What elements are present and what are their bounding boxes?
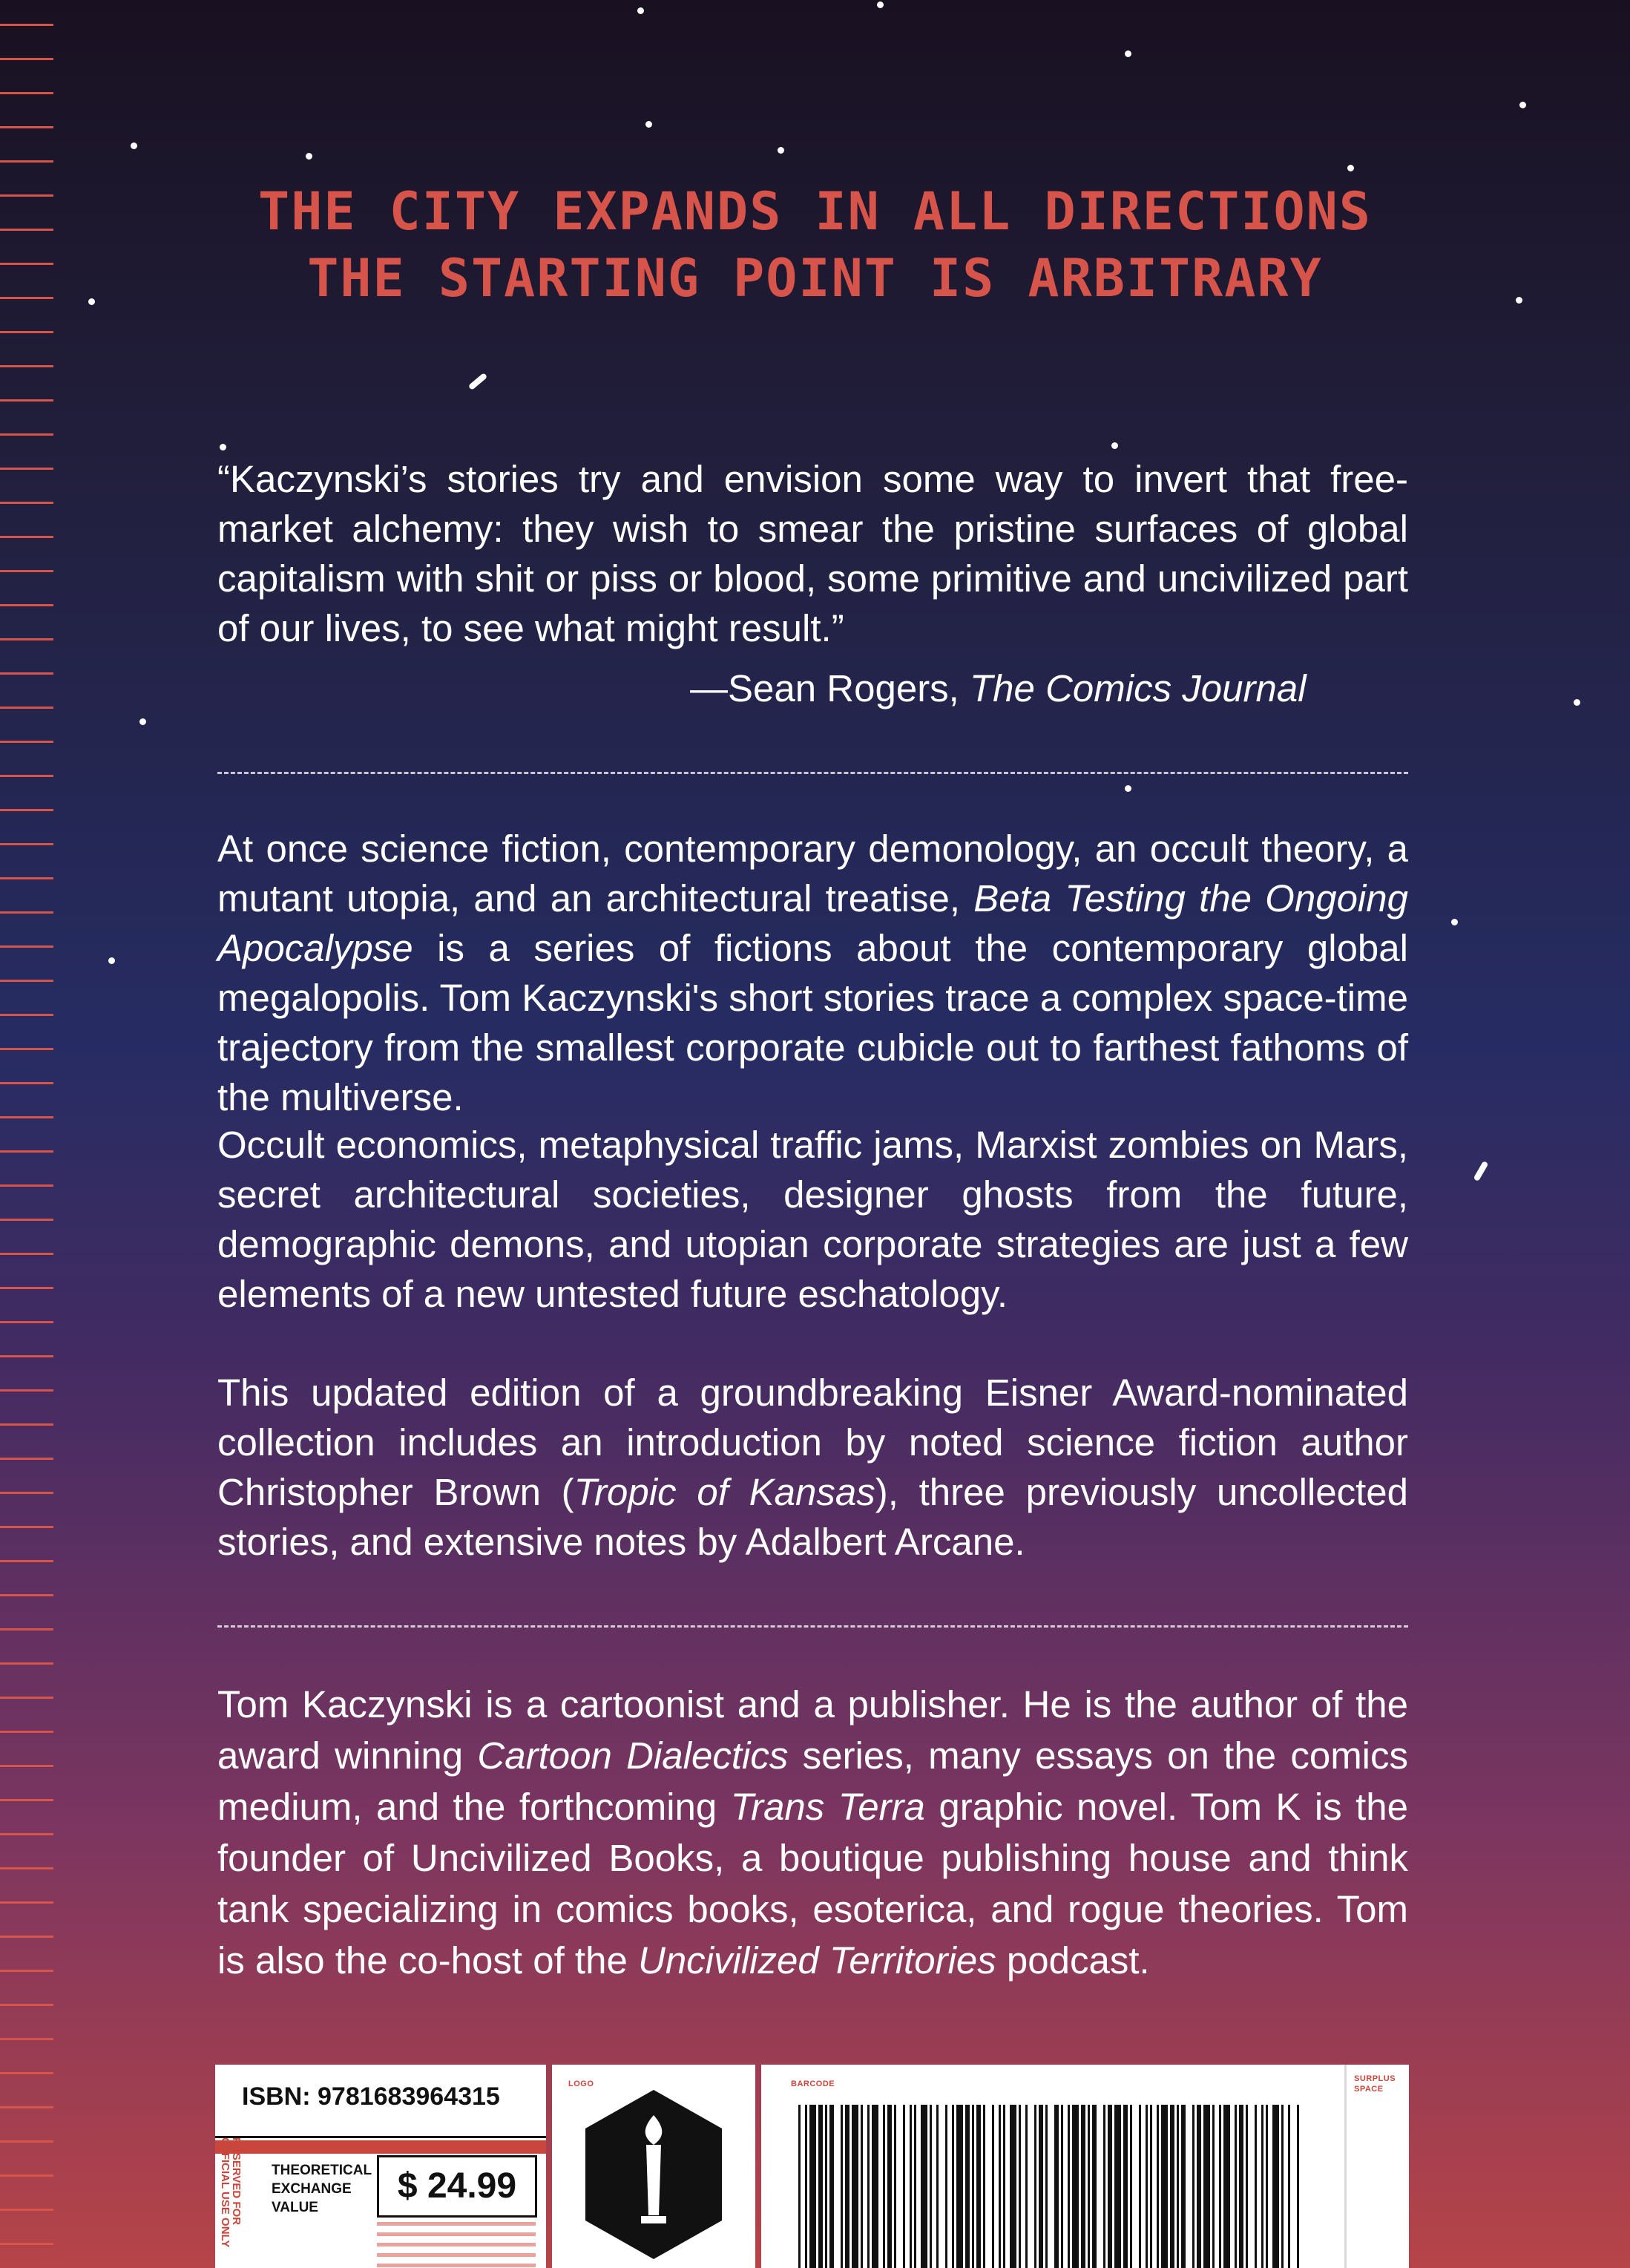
ruler-tick — [0, 1355, 53, 1357]
barcode-bar — [1261, 2105, 1263, 2268]
ruler-tick — [0, 877, 53, 879]
ruler-tick — [0, 1731, 53, 1733]
ruler-tick — [0, 1423, 53, 1426]
barcode-bar — [1235, 2105, 1237, 2268]
barcode-bar — [1212, 2105, 1215, 2268]
ruler-tick — [0, 1150, 53, 1153]
barcode-bar — [1197, 2105, 1201, 2268]
ruler-tick — [0, 1662, 53, 1665]
barcode-bar — [921, 2105, 927, 2268]
barcode-bar — [1150, 2105, 1152, 2268]
divider — [217, 772, 1408, 774]
value-label: THEORETICAL EXCHANGE VALUE — [272, 2163, 372, 2215]
star — [88, 298, 95, 305]
ruler-tick — [0, 58, 53, 60]
barcode-bar — [1177, 2105, 1179, 2268]
barcode-bar — [841, 2105, 843, 2268]
barcode-bar — [829, 2105, 834, 2268]
barcode-bar — [1088, 2105, 1090, 2268]
barcode-bar — [1272, 2105, 1279, 2268]
barcode-bar — [956, 2105, 963, 2268]
shooting-star — [468, 373, 488, 390]
price-tag: $ 24.99 — [377, 2155, 537, 2218]
ruler-tick — [0, 1321, 53, 1323]
barcode-bar — [1003, 2105, 1005, 2268]
surplus-label: SURPLUS SPACE — [1354, 2074, 1396, 2094]
headline-line-1: THE CITY EXPANDS IN ALL DIRECTIONS — [258, 181, 1372, 242]
description-text: is a series of fictions about the contemporary global megalopolis. Tom Kaczynski's short stories trace a complex space-time trajectory from the smallest corporate cubicle out to farthest fathoms of the multiverse. — [217, 927, 1408, 1118]
ruler-tick — [0, 2209, 53, 2211]
ruler-tick — [0, 229, 53, 231]
ruler-tick — [0, 1184, 53, 1187]
ruler-tick — [0, 741, 53, 743]
ruler-tick — [0, 2106, 53, 2108]
ruler-tick — [0, 1048, 53, 1050]
description-paragraph-3 — [217, 1368, 1408, 1567]
barcode-bar — [910, 2105, 912, 2268]
star — [139, 718, 146, 725]
barcode-bar — [1297, 2105, 1299, 2268]
barcode-label: BARCODE — [791, 2079, 835, 2088]
ruler-tick — [0, 707, 53, 709]
barcode-bar — [845, 2105, 849, 2268]
ruler-tick — [0, 263, 53, 265]
divider — [215, 2136, 546, 2138]
description-text: This updated edition of a groundbreaking Eisner Award-nominated collection includes an introduction by noted science fiction author Christopher Brown ( — [217, 1371, 1408, 1513]
star — [108, 957, 115, 964]
ruler-tick — [0, 1833, 53, 1835]
bio-title: Cartoon Dialectics — [477, 1734, 789, 1777]
ruler-tick — [0, 1697, 53, 1699]
barcode — [798, 2105, 1303, 2268]
barcode-bar — [1068, 2105, 1070, 2268]
ruler-tick — [0, 92, 53, 94]
ruler-tick — [0, 502, 53, 504]
barcode-bar — [965, 2105, 970, 2268]
ruler-tick — [0, 399, 53, 402]
ruler-tick — [0, 1389, 53, 1392]
barcode-bar — [914, 2105, 916, 2268]
attribution-name: —Sean Rogers, — [690, 667, 970, 709]
fantagraphics-logo-icon — [576, 2085, 732, 2264]
barcode-bar — [1157, 2105, 1159, 2268]
ruler-tick — [0, 331, 53, 333]
attribution-source: The Comics Journal — [970, 667, 1307, 709]
bio-text: series, many essays on the comics medium, and the forthcoming — [217, 1734, 1409, 1828]
ruler-tick — [0, 433, 53, 436]
ruler-tick — [0, 775, 53, 777]
ruler-tick — [0, 1492, 53, 1494]
ruler-tick — [0, 1765, 53, 1767]
logo-panel — [552, 2065, 755, 2268]
ruler-tick — [0, 365, 53, 367]
bio-text: graphic novel. Tom K is the founder of Uncivilized Books, a boutique publishing house and think tank specializing in comics books, esoterica, and rogue theories. Tom is also the co-host of the — [217, 1786, 1409, 1982]
ruler-tick — [0, 1458, 53, 1460]
ruler-tick — [0, 1014, 53, 1016]
barcode-bar — [1192, 2105, 1194, 2268]
description-paragraph-1 — [217, 824, 1408, 1122]
ruler-tick — [0, 1594, 53, 1596]
barcode-bar — [1103, 2105, 1105, 2268]
ruler-tick — [0, 1936, 53, 1938]
barcode-bar — [861, 2105, 863, 2268]
star — [1451, 919, 1458, 925]
surplus-panel — [1344, 2065, 1409, 2268]
barcode-bar — [930, 2105, 932, 2268]
barcode-bar — [894, 2105, 896, 2268]
barcode-bar — [983, 2105, 985, 2268]
star — [131, 142, 137, 149]
star — [1347, 165, 1354, 171]
ruler-tick — [0, 1901, 53, 1904]
ruler-tick — [0, 980, 53, 982]
ruler-tick — [0, 194, 53, 197]
barcode-bar — [952, 2105, 954, 2268]
barcode-bar — [1181, 2105, 1186, 2268]
shooting-star — [1473, 1161, 1489, 1181]
ruler-tick — [0, 24, 53, 26]
barcode-bar — [999, 2105, 1001, 2268]
ruler-tick — [0, 2140, 53, 2143]
ruler-tick — [0, 1799, 53, 1801]
ruler-tick — [0, 570, 53, 572]
red-band — [215, 2140, 546, 2154]
author-bio — [217, 1679, 1408, 1986]
barcode-bar — [872, 2105, 878, 2268]
barcode-bar — [809, 2105, 816, 2268]
barcode-bar — [1081, 2105, 1085, 2268]
barcode-bar — [1130, 2105, 1132, 2268]
divider — [217, 1625, 1408, 1628]
barcode-bar — [1246, 2105, 1248, 2268]
barcode-bar — [883, 2105, 885, 2268]
ruler-tick — [0, 1287, 53, 1289]
ruler-tick — [0, 2004, 53, 2006]
book-title: Beta Testing the Ongoing Apocalypse — [217, 877, 1408, 969]
barcode-bar — [867, 2105, 870, 2268]
barcode-bar — [825, 2105, 827, 2268]
wavy-pattern — [377, 2222, 536, 2268]
barcode-bar — [1123, 2105, 1128, 2268]
ruler-tick — [0, 468, 53, 470]
barcode-bar — [1239, 2105, 1243, 2268]
ruler-tick — [0, 911, 53, 914]
barcode-bar — [1161, 2105, 1168, 2268]
bio-title: Trans Terra — [730, 1786, 925, 1828]
bio-text: Tom Kaczynski is a cartoonist and a publisher. He is the author of the award winning — [217, 1683, 1408, 1777]
barcode-bar — [1170, 2105, 1174, 2268]
isbn-number: ISBN: 9781683964315 — [242, 2082, 500, 2111]
barcode-bar — [1146, 2105, 1148, 2268]
barcode-bar — [1092, 2105, 1097, 2268]
ruler-tick — [0, 2038, 53, 2040]
barcode-bar — [945, 2105, 947, 2268]
ruler-tick — [0, 536, 53, 538]
ruler-tick — [0, 1867, 53, 1869]
barcode-bar — [1045, 2105, 1048, 2268]
barcode-bar — [1108, 2105, 1112, 2268]
barcode-bar — [1255, 2105, 1257, 2268]
barcode-bar — [992, 2105, 994, 2268]
star — [1125, 50, 1131, 57]
barcode-bar — [1281, 2105, 1284, 2268]
ruler-tick — [0, 2072, 53, 2074]
barcode-bar — [936, 2105, 939, 2268]
barcode-bar — [1072, 2105, 1079, 2268]
barcode-bar — [1010, 2105, 1016, 2268]
barcode-bar — [972, 2105, 974, 2268]
ruler-tick — [0, 604, 53, 606]
left-ruler-ticks — [0, 0, 59, 2268]
ruler-tick — [0, 2174, 53, 2177]
star — [877, 1, 884, 8]
barcode-bar — [852, 2105, 858, 2268]
reserved-label: RESERVED FOR OFFICIAL USE ONLY — [219, 2137, 243, 2248]
description-text: At once science fiction, contemporary demonology, an occult theory, a mutant utopia, and an architectural treatise, — [217, 827, 1408, 920]
description-text: ), three previously uncollected stories, and extensive notes by Adalbert Arcane. — [217, 1471, 1409, 1563]
star — [1125, 785, 1131, 792]
barcode-bar — [1025, 2105, 1028, 2268]
ruler-tick — [0, 638, 53, 640]
quote-attribution — [690, 663, 1307, 713]
barcode-bar — [1223, 2105, 1230, 2268]
ruler-tick — [0, 1526, 53, 1528]
ruler-tick — [0, 945, 53, 948]
ruler-tick — [0, 1219, 53, 1221]
barcode-bar — [1034, 2105, 1036, 2268]
barcode-bar — [887, 2105, 892, 2268]
star — [1111, 442, 1118, 449]
barcode-bar — [1114, 2105, 1121, 2268]
star — [220, 444, 226, 450]
ruler-tick — [0, 2243, 53, 2245]
barcode-bar — [903, 2105, 905, 2268]
description-paragraph-2: Occult economics, metaphysical traffic jams, Marxist zombies on Mars, secret architectural societies, designer ghosts from the future, demographic demons, and utopian corporate strategies are just a few elements of a new untested future eschatology. — [217, 1124, 1408, 1315]
star — [1516, 297, 1522, 304]
barcode-bar — [805, 2105, 807, 2268]
star — [1574, 699, 1580, 706]
barcode-bar — [976, 2105, 981, 2268]
headline — [148, 178, 1482, 312]
barcode-bar — [1288, 2105, 1290, 2268]
star — [637, 7, 644, 14]
ruler-tick — [0, 1970, 53, 1972]
ruler-tick — [0, 843, 53, 845]
bio-text: podcast. — [996, 1939, 1150, 1982]
bio-title: Uncivilized Territories — [637, 1939, 996, 1982]
barcode-bar — [1266, 2105, 1268, 2268]
barcode-bar — [1139, 2105, 1141, 2268]
barcode-bar — [1019, 2105, 1021, 2268]
ruler-tick — [0, 1560, 53, 1562]
barcode-bar — [1203, 2105, 1210, 2268]
ruler-tick — [0, 809, 53, 811]
ruler-tick — [0, 160, 53, 163]
star — [645, 121, 652, 128]
review-quote: “Kaczynski’s stories try and envision some way to invert that free-market alchemy: they wish to smear the pristine surfaces of global capitalism with shit or piss or blood, some primitive and uncivilized part of our lives, to see what might result.” — [217, 458, 1408, 649]
barcode-bar — [1054, 2105, 1059, 2268]
barcode-bar — [798, 2105, 801, 2268]
star — [306, 153, 312, 160]
star — [778, 147, 784, 154]
isbn-price-block — [215, 2065, 546, 2268]
barcode-panel — [761, 2065, 1407, 2268]
ruler-tick — [0, 672, 53, 675]
barcode-bar — [1219, 2105, 1221, 2268]
book-title: Tropic of Kansas — [574, 1471, 875, 1513]
star — [1519, 102, 1526, 108]
ruler-tick — [0, 1082, 53, 1084]
barcode-bar — [1039, 2105, 1043, 2268]
ruler-tick — [0, 1628, 53, 1630]
barcode-bar — [818, 2105, 823, 2268]
ruler-tick — [0, 297, 53, 299]
headline-line-2: THE STARTING POINT IS ARBITRARY — [307, 248, 1323, 309]
barcode-bar — [1061, 2105, 1063, 2268]
ruler-tick — [0, 1116, 53, 1118]
logo-label: LOGO — [568, 2079, 594, 2088]
ruler-tick — [0, 126, 53, 128]
ruler-tick — [0, 1253, 53, 1255]
